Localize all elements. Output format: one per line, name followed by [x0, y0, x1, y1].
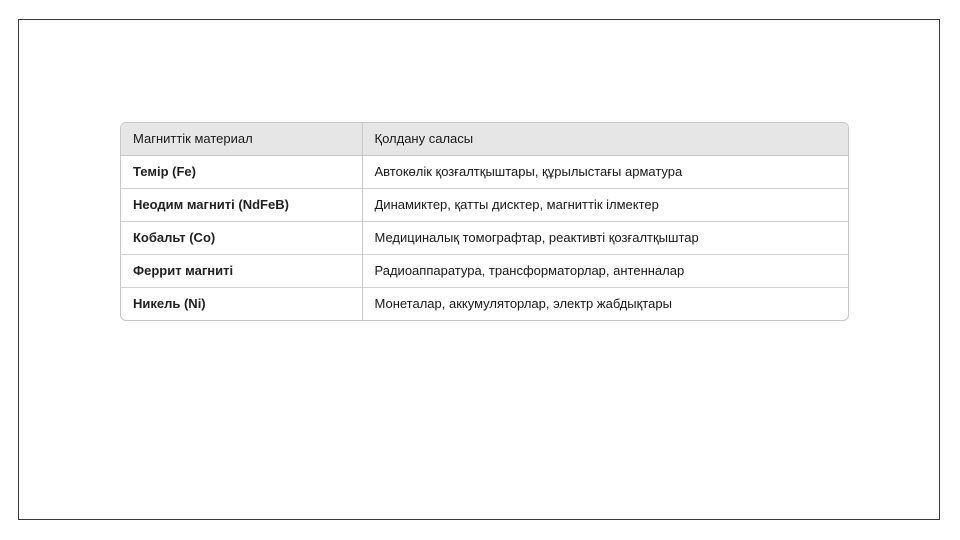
table-row — [121, 188, 848, 221]
table-row — [121, 254, 848, 287]
table-body — [121, 155, 848, 320]
header-usage: Қолдану саласы — [362, 123, 848, 155]
table-header — [121, 123, 848, 155]
table-row — [121, 155, 848, 188]
header-material: Магниттік материал — [121, 123, 362, 155]
material-cell: Кобальт (Co) — [121, 221, 362, 254]
usage-cell: Динамиктер, қатты дисктер, магниттік ілмектер — [362, 188, 848, 221]
usage-cell: Автокөлік қозғалтқыштары, құрылыстағы арматура — [362, 155, 848, 188]
material-cell: Темір (Fe) — [133, 164, 196, 179]
usage-cell: Радиоаппаратура, трансформаторлар, антенналар — [362, 254, 848, 287]
slide — [18, 19, 940, 520]
table-row — [121, 287, 848, 320]
table-row — [121, 221, 848, 254]
usage-cell: Монеталар, аккумуляторлар, электр жабдықтары — [362, 287, 848, 320]
usage-cell: Медициналық томографтар, реактивті қозғалтқыштар — [362, 221, 848, 254]
material-cell: Неодим магниті (NdFeB) — [121, 188, 362, 221]
materials-table — [121, 123, 848, 320]
materials-table-container — [120, 122, 849, 321]
material-cell: Никель (Ni) — [121, 287, 362, 320]
header-row — [121, 123, 848, 155]
material-cell: Феррит магниті — [121, 254, 362, 287]
